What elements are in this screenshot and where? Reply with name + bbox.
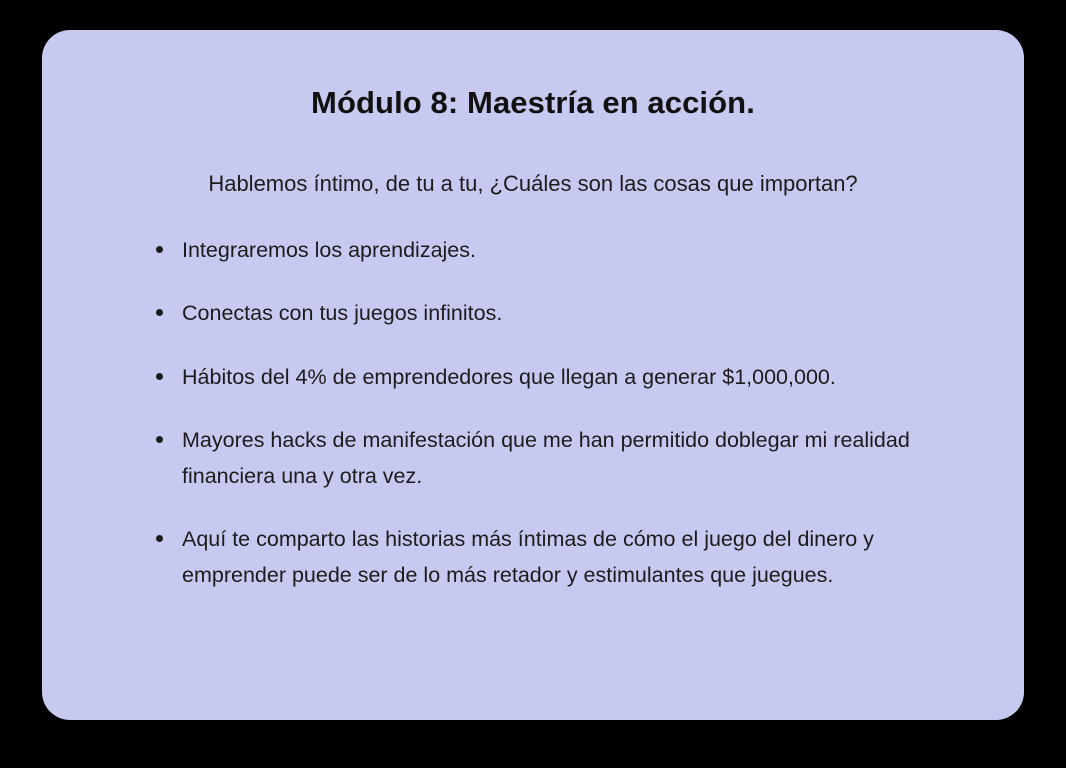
content-card [42, 30, 1024, 720]
list-item-text: Integraremos los aprendizajes. [182, 237, 476, 262]
intro-text: Hablemos íntimo, de tu a tu, ¿Cuáles son las cosas que importan? [208, 171, 858, 197]
list-item-text: Hábitos del 4% de emprendedores que llegan a generar $1,000,000. [182, 364, 836, 389]
list-item [156, 522, 930, 593]
list-item-text: Aquí te comparto las historias más íntimas de cómo el juego del dinero y emprender puede ser de lo más retador y estimulantes que juegues. [182, 527, 874, 587]
bullet-list [102, 233, 964, 593]
list-item-text: Conectas con tus juegos infinitos. [182, 301, 503, 326]
list-item [156, 423, 930, 494]
list-item-text: Mayores hacks de manifestación que me han permitido doblegar mi realidad financiera una y otra vez. [182, 428, 910, 488]
list-item [156, 360, 930, 395]
page-title: Módulo 8: Maestría en acción. [311, 85, 755, 120]
list-item [156, 233, 930, 268]
list-item [156, 296, 930, 331]
